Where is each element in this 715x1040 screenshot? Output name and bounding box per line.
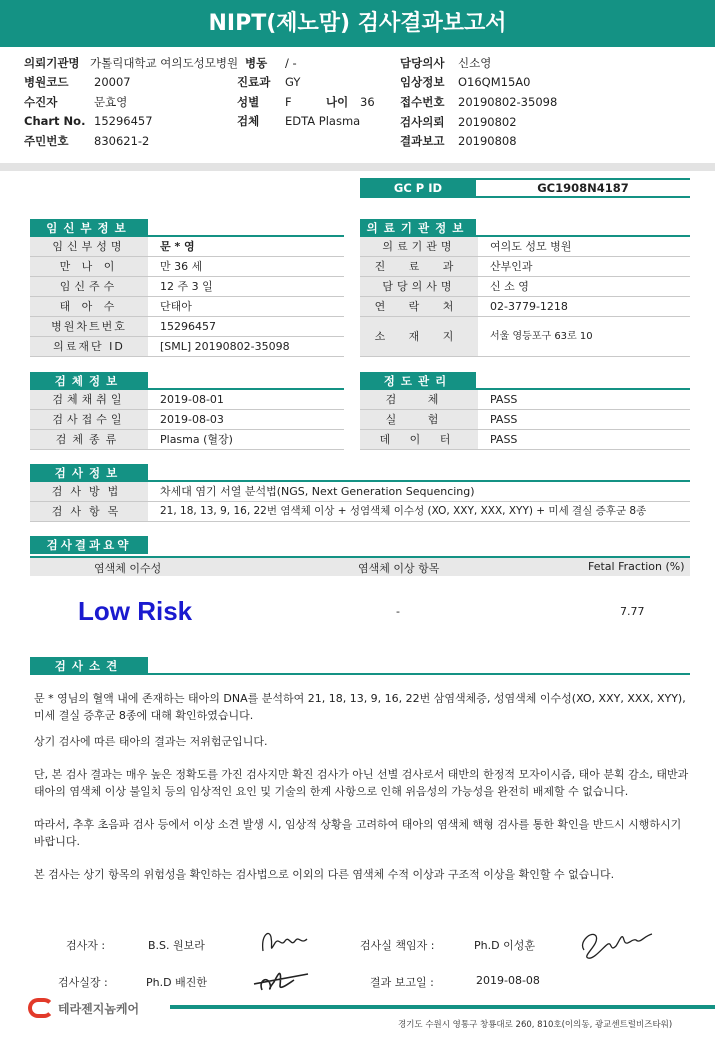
header-sex: 성별 F bbox=[237, 95, 292, 109]
header-info bbox=[0, 47, 715, 170]
header-age: 나이 36 bbox=[326, 95, 375, 109]
findings-paragraph: 본 검사는 상기 항목의 위험성을 확인하는 검사법으로 이외의 다른 염색체 수적 이상과 구조적 이상을 확인할 수 없습니다. bbox=[34, 868, 615, 881]
specimen-row: 검체채취일 2019-08-01 bbox=[30, 390, 344, 410]
specimen-section-title: 검체정보 bbox=[30, 372, 148, 390]
header-resident-no: 주민번호 830621-2 bbox=[24, 134, 150, 148]
test-row: 검사항목 21, 18, 13, 9, 16, 22번 염색체 이상 + 성염색체 이수성 (XO, XXY, XXX, XYY) + 미세 결실 증후군 8종 bbox=[30, 502, 690, 522]
summary-table-header bbox=[30, 556, 690, 576]
findings-paragraph: 문 * 영님의 혈액 내에 존재하는 태아의 DNA를 분석하여 21, 18, 13, 9, 16, 22번 삼염색체증, 성염색체 이수성(XO, XXY, XXX, XYY), 미세 결실 증후군 8종에 대해 확인하였습니다. bbox=[34, 692, 686, 722]
header-patient: 수진자 문효영 bbox=[24, 95, 128, 109]
lab-lead-name: Ph.D 이성훈 bbox=[474, 939, 535, 952]
director-label: 검사실장 : bbox=[58, 976, 108, 989]
qc-section-title: 정도관리 bbox=[360, 372, 476, 390]
header-chart-no: Chart No. 15296457 bbox=[24, 114, 153, 128]
tester-label: 검사자 : bbox=[66, 939, 106, 952]
company-name: 테라젠지놈케어 bbox=[58, 1001, 140, 1016]
footer-line bbox=[170, 1005, 715, 1009]
findings-section-title: 검사소견 bbox=[30, 657, 148, 675]
report-date-label: 결과 보고일 : bbox=[370, 976, 434, 989]
lab-lead-label: 검사실 책임자 : bbox=[360, 939, 435, 952]
lab-lead-signature bbox=[574, 920, 658, 964]
gcpid-label: GC P ID bbox=[360, 178, 476, 198]
findings-section-line bbox=[30, 673, 690, 675]
institution-row: 의료기관명 여의도 성모 병원 bbox=[360, 237, 690, 257]
company-logo bbox=[28, 998, 139, 1018]
abnormality-value: - bbox=[396, 605, 400, 618]
tester-name: B.S. 원보라 bbox=[148, 939, 205, 952]
pregnancy-row: 태 아 수 단태아 bbox=[30, 297, 344, 317]
pregnancy-row: 임신부성명 문 * 영 bbox=[30, 237, 344, 257]
pregnancy-section-title: 임신부정보 bbox=[30, 219, 148, 237]
pregnancy-row: 임신주수 12 주 3 일 bbox=[30, 277, 344, 297]
header-institution: 의뢰기관명 가톨릭대학교 여의도성모병원 bbox=[24, 56, 239, 70]
qc-row: 데 이 터 PASS bbox=[360, 430, 690, 450]
pregnancy-row: 의료재단 ID [SML] 20190802-35098 bbox=[30, 337, 344, 357]
risk-result: Low Risk bbox=[78, 596, 193, 626]
findings-paragraph: 따라서, 추후 초음파 검사 등에서 이상 소견 발생 시, 임상적 상황을 고려하여 태아의 염색체 핵형 검사를 통한 확인을 반드시 시행하시기 바랍니다. bbox=[34, 818, 682, 848]
specimen-row: 검체종류 Plasma (혈장) bbox=[30, 430, 344, 450]
director-name: Ph.D 배진한 bbox=[146, 976, 207, 989]
gcpid-value: GC1908N4187 bbox=[476, 178, 690, 198]
institution-row: 연 락 처 02-3779-1218 bbox=[360, 297, 690, 317]
header-report-date: 결과보고 20190808 bbox=[400, 134, 517, 148]
summary-section-title: 검사결과요약 bbox=[30, 536, 148, 554]
qc-row: 실 험 PASS bbox=[360, 410, 690, 430]
header-specimen: 검체 EDTA Plasma bbox=[237, 114, 361, 128]
company-address: 경기도 수원시 영통구 창룡대로 260, 810호(이의동, 광교센트럴비즈타워) bbox=[398, 1020, 673, 1030]
test-row: 검사방법 차세대 염기 서열 분석법(NGS, Next Generation Sequencing) bbox=[30, 482, 690, 502]
header-ward: 병동 / - bbox=[245, 56, 297, 70]
header-hospital-code: 병원코드 20007 bbox=[24, 75, 131, 89]
header-request-date: 검사의뢰 20190802 bbox=[400, 115, 517, 129]
header-department: 진료과 GY bbox=[237, 75, 301, 89]
tester-signature bbox=[255, 925, 315, 959]
summary-col-fetal-fraction: Fetal Fraction (%) bbox=[588, 560, 685, 573]
institution-row: 소 재 지 서울 영등포구 63로 10 bbox=[360, 317, 690, 357]
institution-section-title: 의료기관정보 bbox=[360, 219, 476, 237]
director-signature bbox=[248, 960, 314, 996]
report-date-value: 2019-08-08 bbox=[476, 974, 540, 987]
qc-row: 검 체 PASS bbox=[360, 390, 690, 410]
fetal-fraction-value: 7.77 bbox=[620, 605, 645, 618]
report-title: NIPT(제노맘) 검사결과보고서 bbox=[0, 0, 715, 47]
findings-paragraph: 상기 검사에 따른 태아의 결과는 저위험군입니다. bbox=[34, 735, 268, 748]
pregnancy-row: 만 나 이 만 36 세 bbox=[30, 257, 344, 277]
test-section-title: 검사정보 bbox=[30, 464, 148, 482]
institution-row: 담당의사명 신 소 영 bbox=[360, 277, 690, 297]
logo-mark-icon bbox=[28, 998, 54, 1018]
pregnancy-row: 병원차트번호 15296457 bbox=[30, 317, 344, 337]
institution-row: 진 료 과 산부인과 bbox=[360, 257, 690, 277]
findings-paragraph: 단, 본 검사 결과는 매우 높은 정확도를 가진 검사지만 확진 검사가 아닌 선별 검사로서 태반의 한정적 모자이시즘, 태아 분획 감소, 태반과 태아의 염색체 이상 불일치 등의 임상적인 요인 및 기술의 한계 사항으로 인해 위음성의 가능성을 완전히 배제할 수 없습니다. bbox=[34, 768, 689, 798]
summary-col-aneuploidy: 염색체 이수성 bbox=[94, 562, 162, 575]
header-doctor: 담당의사 신소영 bbox=[400, 56, 492, 70]
specimen-row: 검사접수일 2019-08-03 bbox=[30, 410, 344, 430]
header-divider bbox=[0, 163, 715, 171]
header-receipt-no: 접수번호 20190802-35098 bbox=[400, 95, 558, 109]
header-clinical-info: 임상정보 O16QM15A0 bbox=[400, 75, 531, 89]
summary-col-abnormality: 염색체 이상 항목 bbox=[358, 562, 440, 575]
